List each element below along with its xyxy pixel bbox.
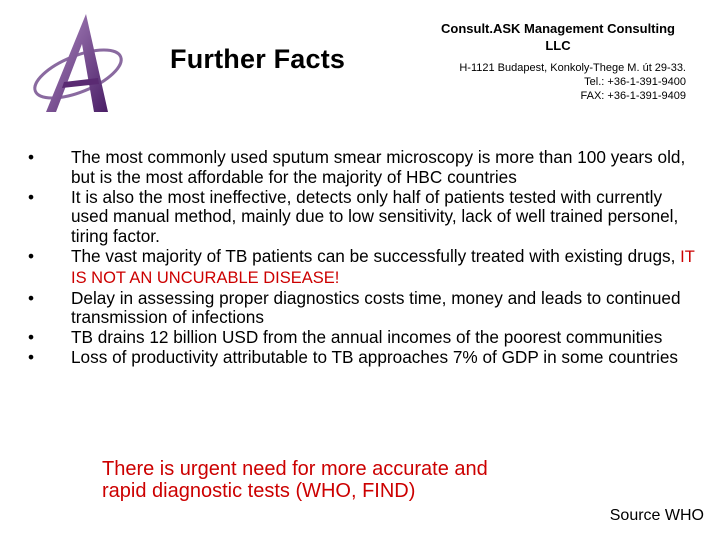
fact-item: [28, 247, 700, 289]
callout-line2: rapid diagnostic tests (WHO, FIND): [102, 480, 416, 502]
company-name-line1: Consult.ASK Management Consulting: [441, 21, 675, 36]
fact-item: [28, 148, 700, 188]
fact-text: The vast majority of TB patients can be successfully treated with existing drugs,: [71, 245, 681, 266]
slide-title: Further Facts: [170, 44, 346, 74]
fact-item: [28, 188, 700, 247]
company-fax: FAX: +36-1-391-9409: [580, 90, 686, 102]
fact-item: [28, 348, 700, 368]
fact-text: Delay in assessing proper diagnostics costs time, money and leads to continued transmission of infections: [71, 287, 681, 328]
fact-text: The most commonly used sputum smear microscopy is more than 100 years old, but is the most affordable for the majority of HBC countries: [71, 147, 686, 187]
fact-text: TB drains 12 billion USD from the annual incomes of the poorest communities: [71, 327, 663, 348]
facts-list: [28, 148, 700, 368]
company-phone: Tel.: +36-1-391-9400: [584, 76, 686, 88]
company-name: [420, 20, 696, 54]
company-name-line2: LLC: [545, 38, 571, 53]
fact-text: Loss of productivity attributable to TB approaches 7% of GDP in some countries: [71, 346, 678, 367]
fact-item: [28, 289, 700, 329]
fact-item: [28, 328, 700, 348]
company-logo-icon: [28, 8, 128, 120]
fact-text: It is also the most ineffective, detects only half of patients tested with currently used manual method, mainly due to low sensitivity, lack of well trained personel, tiring factor.: [71, 186, 679, 247]
callout-line1: There is urgent need for more accurate and: [102, 458, 488, 480]
source-note: Source WHO: [609, 507, 704, 524]
fact-emphasis: IT IS NOT AN UNCURABLE DISEASE!: [71, 247, 695, 287]
company-address: H-1121 Budapest, Konkoly-Thege M. út 29-33.: [459, 62, 686, 74]
callout-statement: [102, 458, 488, 502]
company-contact: [420, 61, 686, 103]
